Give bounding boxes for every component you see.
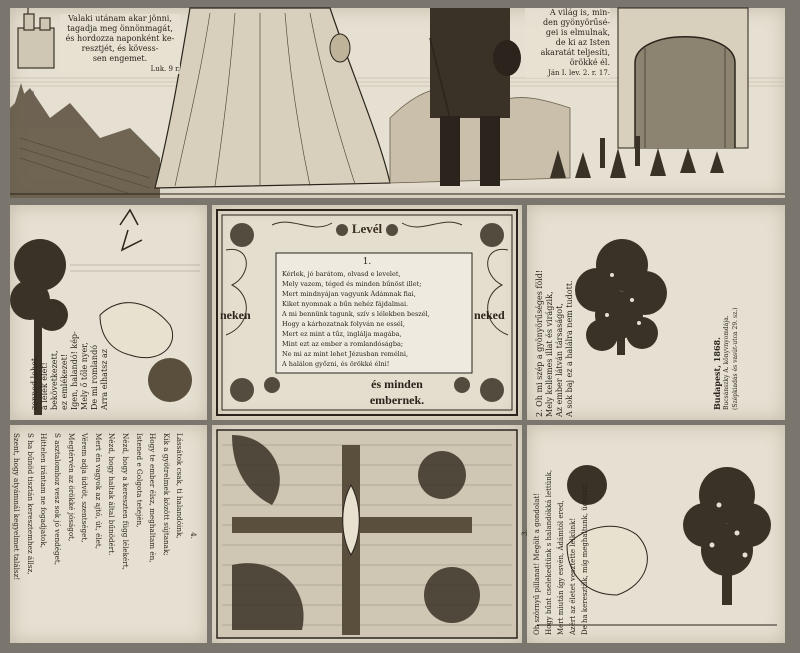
- left-verse: [30, 220, 110, 410]
- right-verse: [535, 217, 575, 417]
- verse-line: Oh mi szép a gyönyörűséges föld!: [535, 269, 544, 407]
- verse-line: bekövetkezett,: [50, 350, 59, 410]
- letter-footer-2: embernek.: [369, 393, 425, 407]
- verse-line: Vérem adja üdvöt, szentséget,: [80, 433, 90, 543]
- letter-line: Mely vazem, téged és minden bűnöst illet;: [282, 280, 422, 288]
- verse-line: Lássátok csak, ti halandóink,: [175, 433, 185, 539]
- letter-line: Mert mindnyájan vagyunk Ádámnak fiai,: [282, 290, 416, 298]
- quote-reference: Luk. 9 r.: [150, 65, 180, 73]
- letter-line: Mert ez mint a tűz, inglálja magába,: [282, 330, 402, 338]
- verse-line: Mely kellemes illat és virágzik,: [545, 291, 554, 417]
- verse-line: Mert miután így esvén, Ádámtól ered,: [557, 500, 565, 635]
- verse-line: De mi romlandó: [90, 344, 99, 410]
- verse-line: Istened e Golgota tetején,: [134, 433, 144, 528]
- center-letter-panel: [212, 205, 522, 420]
- middle-right-panel: [527, 205, 785, 420]
- letter-line: Kérlek, jó barátom, olvasd e levelet,: [282, 270, 401, 278]
- quote-line: de ki az Isten: [555, 38, 610, 47]
- quote-line: akaratát teljesíti,: [540, 48, 610, 57]
- middle-left-panel: [10, 205, 207, 420]
- verse-number: 3.: [521, 529, 529, 536]
- quote-line: örökké él.: [569, 58, 610, 67]
- verse-line: Nézd, hogy haltak által bűnödért.: [107, 433, 117, 556]
- verse-line: [535, 217, 545, 417]
- verse-line: Oh szörnyű pillanat! Megölt a gondolat!: [533, 492, 541, 635]
- verse-line: Mely ő tőle nyer,: [80, 342, 89, 410]
- lady-illustration: [155, 8, 390, 188]
- quote-line: A világ is, min-: [549, 8, 610, 17]
- bottom-left-panel: [10, 425, 207, 643]
- verse-line: Hittelen irántam ne fogadjatok,: [39, 433, 49, 548]
- quote-line: és hordozza naponként ke-: [65, 34, 175, 43]
- top-left-quote: [60, 14, 180, 74]
- verse-line: Igen, halandó! kép-: [70, 331, 79, 410]
- verse-line: a lélek élet!: [40, 362, 49, 410]
- bottom-right-verse: [519, 430, 591, 635]
- arch-illustration: [618, 8, 748, 148]
- imprint: [713, 220, 740, 410]
- letter-line: Kiket nyomnak a bűn nehéz fájdalmai.: [282, 300, 409, 308]
- side-word-right: neked: [474, 308, 505, 322]
- bottom-left-verse: [10, 433, 200, 638]
- imprint-city-year: Budapest, 1868.: [712, 337, 722, 410]
- letter-number: 1.: [362, 257, 372, 267]
- verse-line: Megtérvén az örökké jóságot,: [66, 433, 76, 542]
- bottom-right-panel: [521, 425, 785, 643]
- quote-line: tagadja meg önnönmagát,: [67, 24, 173, 33]
- castle-illustration: [18, 8, 54, 68]
- letter-heading: Levél: [351, 221, 383, 236]
- verse-line: De ha keresztük, míg meghaltunk, üdvözít.: [581, 482, 589, 635]
- letter-line: A halálon győzni, és örökké élni!: [282, 360, 390, 368]
- verse-line: Kik a gyötrelmek között sújtanak;: [161, 433, 171, 556]
- verse-line: Hogy te ember élsz, meghaltam én,: [148, 433, 158, 563]
- verse-line: Az ember látván társaságot,: [555, 303, 564, 417]
- imprint-line: (Szépkiadás és vasút-utca 29. sz.): [732, 307, 739, 410]
- letter-line: Mint ezt az ember a romlandóságba;: [282, 340, 404, 348]
- verse-line: Mert én vagyok az ajtó, út, élet,: [93, 433, 103, 550]
- crucifixion-engraving: [212, 425, 522, 643]
- quote-line: resztjét, és kövess-: [81, 44, 159, 53]
- verse-line: Arra elhatsz az: [100, 348, 109, 410]
- letter-body: [282, 269, 472, 369]
- verse-line: Nézd, hogy a kereszten függ lélekért,: [121, 433, 131, 570]
- quote-line: Valaki utánam akar jönni,: [68, 14, 172, 23]
- quote-line: den gyönyörűsé-: [542, 18, 610, 27]
- verse-line: Azért az életet vesztette lelkünk!: [569, 517, 577, 635]
- verse-line: ez emlékezet!: [60, 353, 69, 410]
- side-word-left: neken: [220, 308, 251, 322]
- verse-line: Hogy bűnt cselekedtünk s halandókká lettünk,: [545, 469, 553, 635]
- quote-line: gei is elmulnak,: [545, 28, 610, 37]
- verse-line: zenned lehet,: [30, 355, 39, 410]
- verse-line: Szent, hogy atyámnál kegyelmet találsz!: [12, 433, 22, 581]
- verse-line: S ha bűnöd tisztán keresztemhez állsz,: [25, 433, 35, 575]
- bottom-center-panel: [212, 425, 522, 643]
- verse-line: S asztalomhoz vesz sok jó vendéget,: [53, 433, 63, 566]
- verse-line: A sok baj ez a halálra nem tudott.: [565, 280, 574, 417]
- top-strip-panel: [10, 8, 785, 198]
- letter-line: Ne mi az mint lehet Jézusban remélni,: [282, 350, 409, 358]
- verse-number: 4.: [189, 532, 198, 539]
- letter-line: Hogy a kárhozatnak folyván ne essél,: [282, 320, 405, 328]
- quote-reference: Ján I. lev. 2. r. 17.: [548, 69, 610, 77]
- quote-line: sen engemet.: [92, 54, 148, 63]
- imprint-line: Bucsánszky A. könyvnyomdája.: [723, 315, 730, 410]
- verse-number: 2.: [535, 409, 544, 417]
- letter-line: A mi bennünk tagunk, szív s lélekben beszél,: [282, 310, 430, 318]
- letter-footer-1: és minden: [371, 377, 423, 391]
- top-right-quote: [525, 8, 610, 78]
